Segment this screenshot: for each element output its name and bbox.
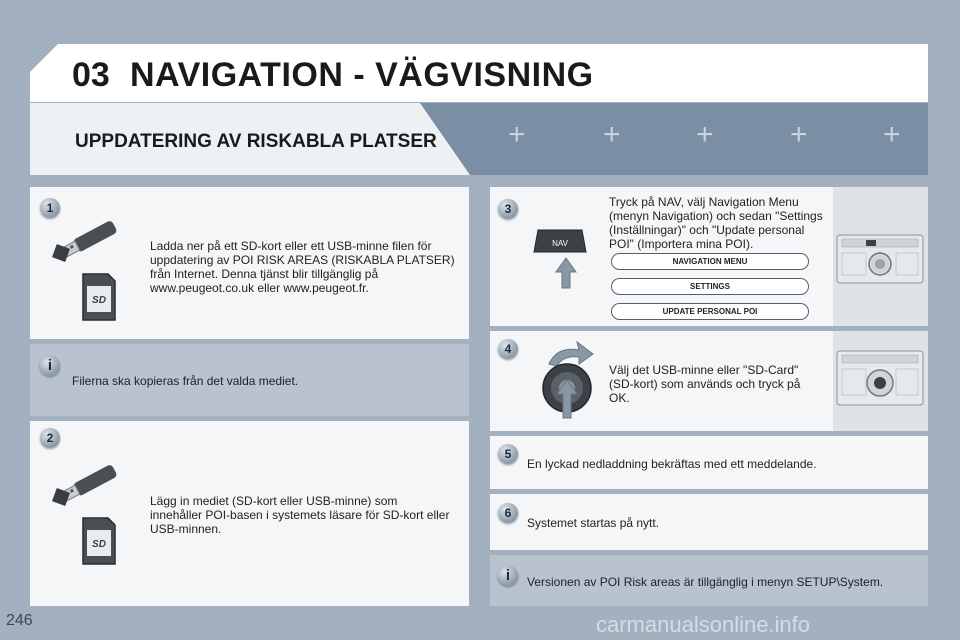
settings-button: SETTINGS — [611, 278, 809, 295]
plus-decoration-icon: + — [508, 118, 526, 151]
page-title: NAVIGATION - VÄGVISNING — [130, 56, 594, 94]
plus-decoration-icon: + — [883, 118, 901, 151]
section-subtitle: UPPDATERING AV RISKABLA PLATSER — [75, 131, 437, 152]
sd-card-icon — [80, 516, 118, 566]
navigation-menu-button: NAVIGATION MENU — [611, 253, 809, 270]
radio-unit-icon — [836, 233, 924, 285]
step-4-badge: 4 — [498, 339, 518, 359]
step-2-text: Lägg in mediet (SD-kort eller USB-minne) som innehåller POI-basen i systemets läsare för SD-kort eller USB-minnen. — [150, 494, 450, 536]
step-1-badge: 1 — [40, 198, 60, 218]
step-1-text: Ladda ner på ett SD-kort eller ett USB-minne filen för uppdatering av POI RISK AREAS (RISKABLA PLATSER) från Internet. Denna tjänst blir tillgänglig på www.peugeot.co.uk eller www.peugeot.fr. — [150, 239, 455, 295]
update-personal-poi-button: UPDATE PERSONAL POI — [611, 303, 809, 320]
page-number: 246 — [6, 612, 33, 629]
step-5-text: En lyckad nedladdning bekräftas med ett meddelande. — [527, 457, 817, 471]
plus-decoration-icon: + — [603, 118, 621, 151]
usb-stick-icon — [52, 214, 132, 264]
rotary-knob-icon — [535, 338, 605, 420]
nav-key-label: NAV — [552, 239, 568, 248]
note-1-text: Filerna ska kopieras från det valda mediet. — [72, 374, 299, 388]
usb-stick-icon — [52, 458, 132, 508]
step-5-badge: 5 — [498, 444, 518, 464]
nav-button-icon — [530, 222, 590, 290]
info-icon: i — [498, 566, 518, 586]
sd-card-icon — [80, 272, 118, 322]
note-2-text: Versionen av POI Risk areas är tillgänglig i menyn SETUP\System. — [527, 575, 884, 589]
sd-card-label: SD — [92, 295, 106, 306]
chapter-number: 03 — [72, 56, 110, 94]
step-3-text: Tryck på NAV, välj Navigation Menu (menyn Navigation) och sedan "Settings (Inställningar)" och "Update personal POI" (Importera mina POI). — [609, 195, 823, 251]
step-6-badge: 6 — [498, 503, 518, 523]
step-4-text: Välj det USB-minne eller "SD-Card" (SD-kort) som används och tryck på OK. — [609, 363, 801, 405]
radio-unit-icon — [836, 349, 924, 407]
plus-decoration-icon: + — [790, 118, 808, 151]
step-3-badge: 3 — [498, 199, 518, 219]
step-2-badge: 2 — [40, 428, 60, 448]
plus-decoration-icon: + — [696, 118, 714, 151]
info-icon: i — [40, 356, 60, 376]
sd-card-label: SD — [92, 539, 106, 550]
step-6-text: Systemet startas på nytt. — [527, 516, 660, 530]
watermark: carmanualsonline.info — [596, 612, 811, 637]
